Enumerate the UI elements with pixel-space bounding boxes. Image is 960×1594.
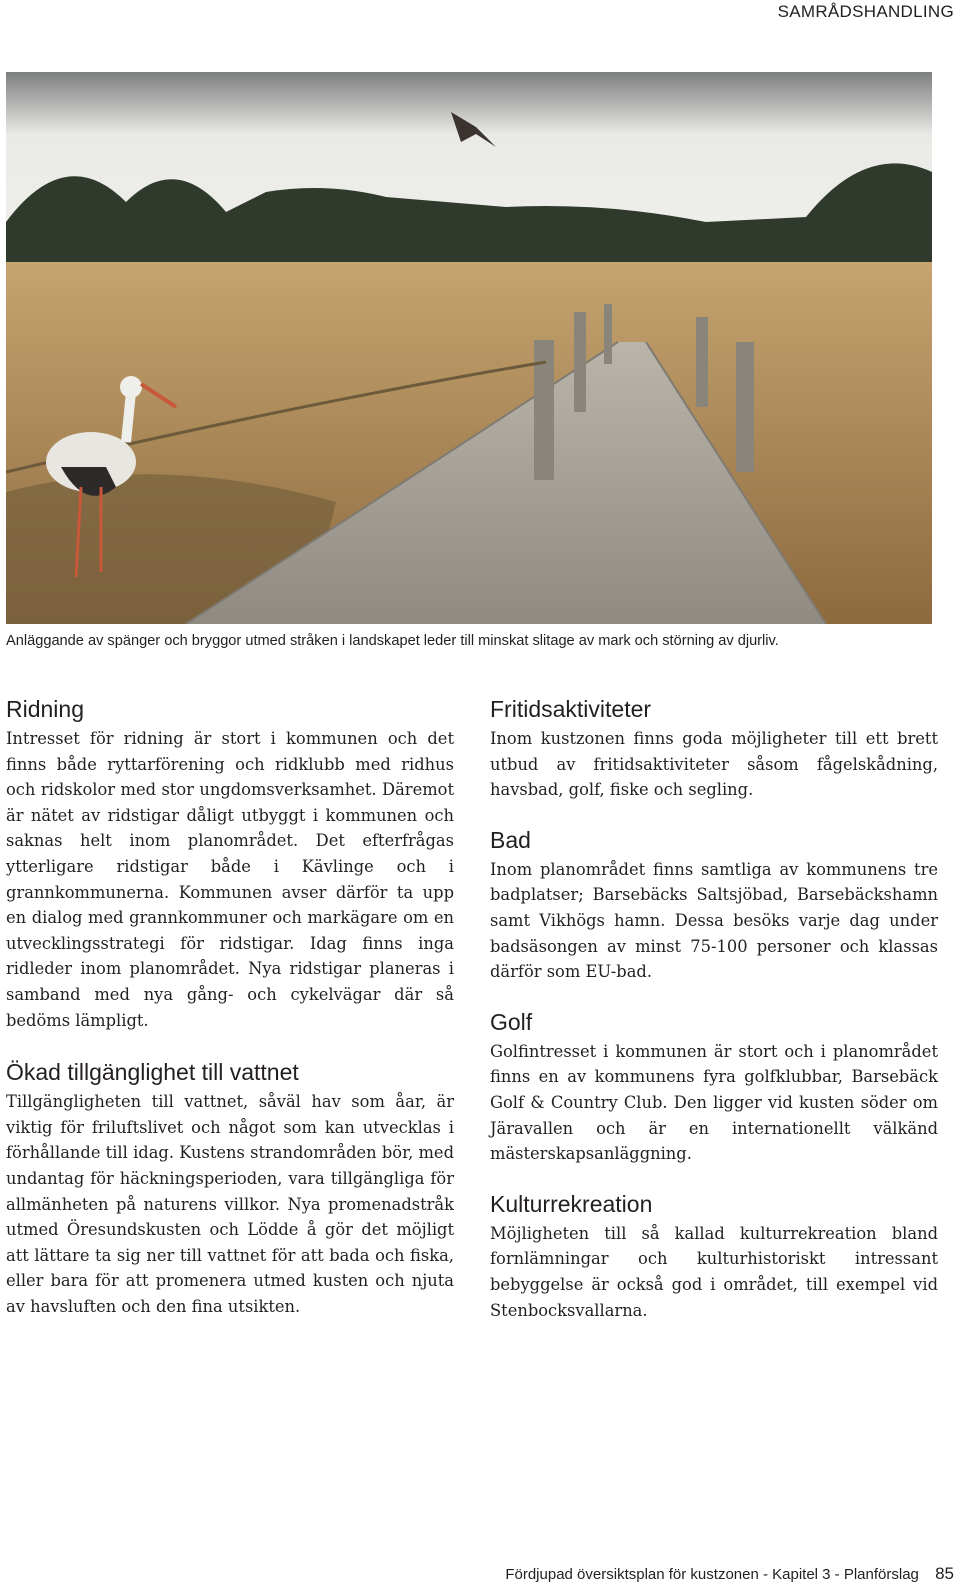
section-body: Tillgängligheten till vattnet, såväl hav som åar, är viktig för friluftslivet och något som kan utvecklas i förhållande till idag. Kustens strandområden bör, med undantag för häckningsperioden, vara tillgängliga för allmänheten på naturens villkor. Nya promenadstråk utmed Öresundskusten och Lödde å gör det möjligt att lättare ta sig ner till vattnet för att bada och fiska, eller bara för att promenera utmed kusten och njuta av havsluften och den fina utsikten.	[6, 1092, 454, 1316]
section-kulturrekreation	[490, 1189, 938, 1323]
section-bad	[490, 825, 938, 985]
section-body: Intresset för ridning är stort i kommunen och det finns både ryttarförening och ridklubb med ridhus och ridskolor med stor ungdomsverksamhet. Däremot är nätet av ridstigar dåligt utbyggt i kommunen och saknas helt inom planområdet. Det efterfrågas ytterligare ridstigar både i Kävlinge och i grannkommunerna. Kommunen avser därför ta upp en dialog med grannkommuner och markägare om en utvecklingsstrategi för ridstigar. Idag finns inga ridleder inom planområdet. Nya ridstigar planeras i samband med nya gång- och cykelvägar där så bedöms lämpligt.	[6, 729, 454, 1030]
section-body: Möjligheten till så kallad kulturrekreation bland fornlämningar och kulturhistoriskt intressant bebyggelse är också god i området, till exempel vid Stenbocksvallarna.	[490, 1223, 938, 1320]
section-heading: Fritidsaktiviteter	[490, 696, 652, 722]
running-header: SAMRÅDSHANDLING	[777, 2, 954, 21]
section-heading: Bad	[490, 826, 531, 853]
footer-title: Fördjupad översiktsplan för kustzonen - Kapitel 3 - Planförslag	[505, 1566, 919, 1583]
boardwalk-photo	[6, 72, 932, 624]
section-body: Inom planområdet finns samtliga av kommunens tre badplatser; Barsebäcks Saltsjöbad, Barsebäckshamn samt Vikhögs hamn. Dessa besöks varje dag under badsäsongen av minst 75-100 personer och klassas därför som EU-bad.	[490, 859, 938, 982]
right-column	[490, 694, 938, 1323]
section-heading: Kulturrekreation	[490, 1190, 653, 1217]
figure-caption: Anläggande av spänger och bryggor utmed stråken i landskapet leder till minskat slitage av mark och störning av djurliv.	[6, 633, 779, 649]
section-golf	[490, 1007, 938, 1167]
left-column	[6, 694, 454, 1319]
section-tillganglighet	[6, 1057, 454, 1319]
section-heading: Ökad tillgänglighet till vattnet	[6, 1059, 299, 1086]
section-body: Golfintresset i kommunen är stort och i planområdet finns en av kommunens fyra golfklubbar, Barsebäck Golf & Country Club. Den ligger vid kusten söder om Järavallen och är en internationellt välkänd mästerskapsanläggning.	[490, 1041, 938, 1164]
section-ridning	[6, 694, 454, 1033]
page-footer	[505, 1564, 954, 1584]
section-body: Inom kustzonen finns goda möjligheter till ett brett utbud av fritidsaktiviteter såsom fågelskådning, havsbad, golf, fiske och segling.	[490, 729, 938, 800]
section-fritidsaktiviteter	[490, 694, 938, 803]
page-number: 85	[935, 1564, 954, 1583]
section-heading: Ridning	[6, 696, 84, 722]
section-heading: Golf	[490, 1008, 533, 1035]
